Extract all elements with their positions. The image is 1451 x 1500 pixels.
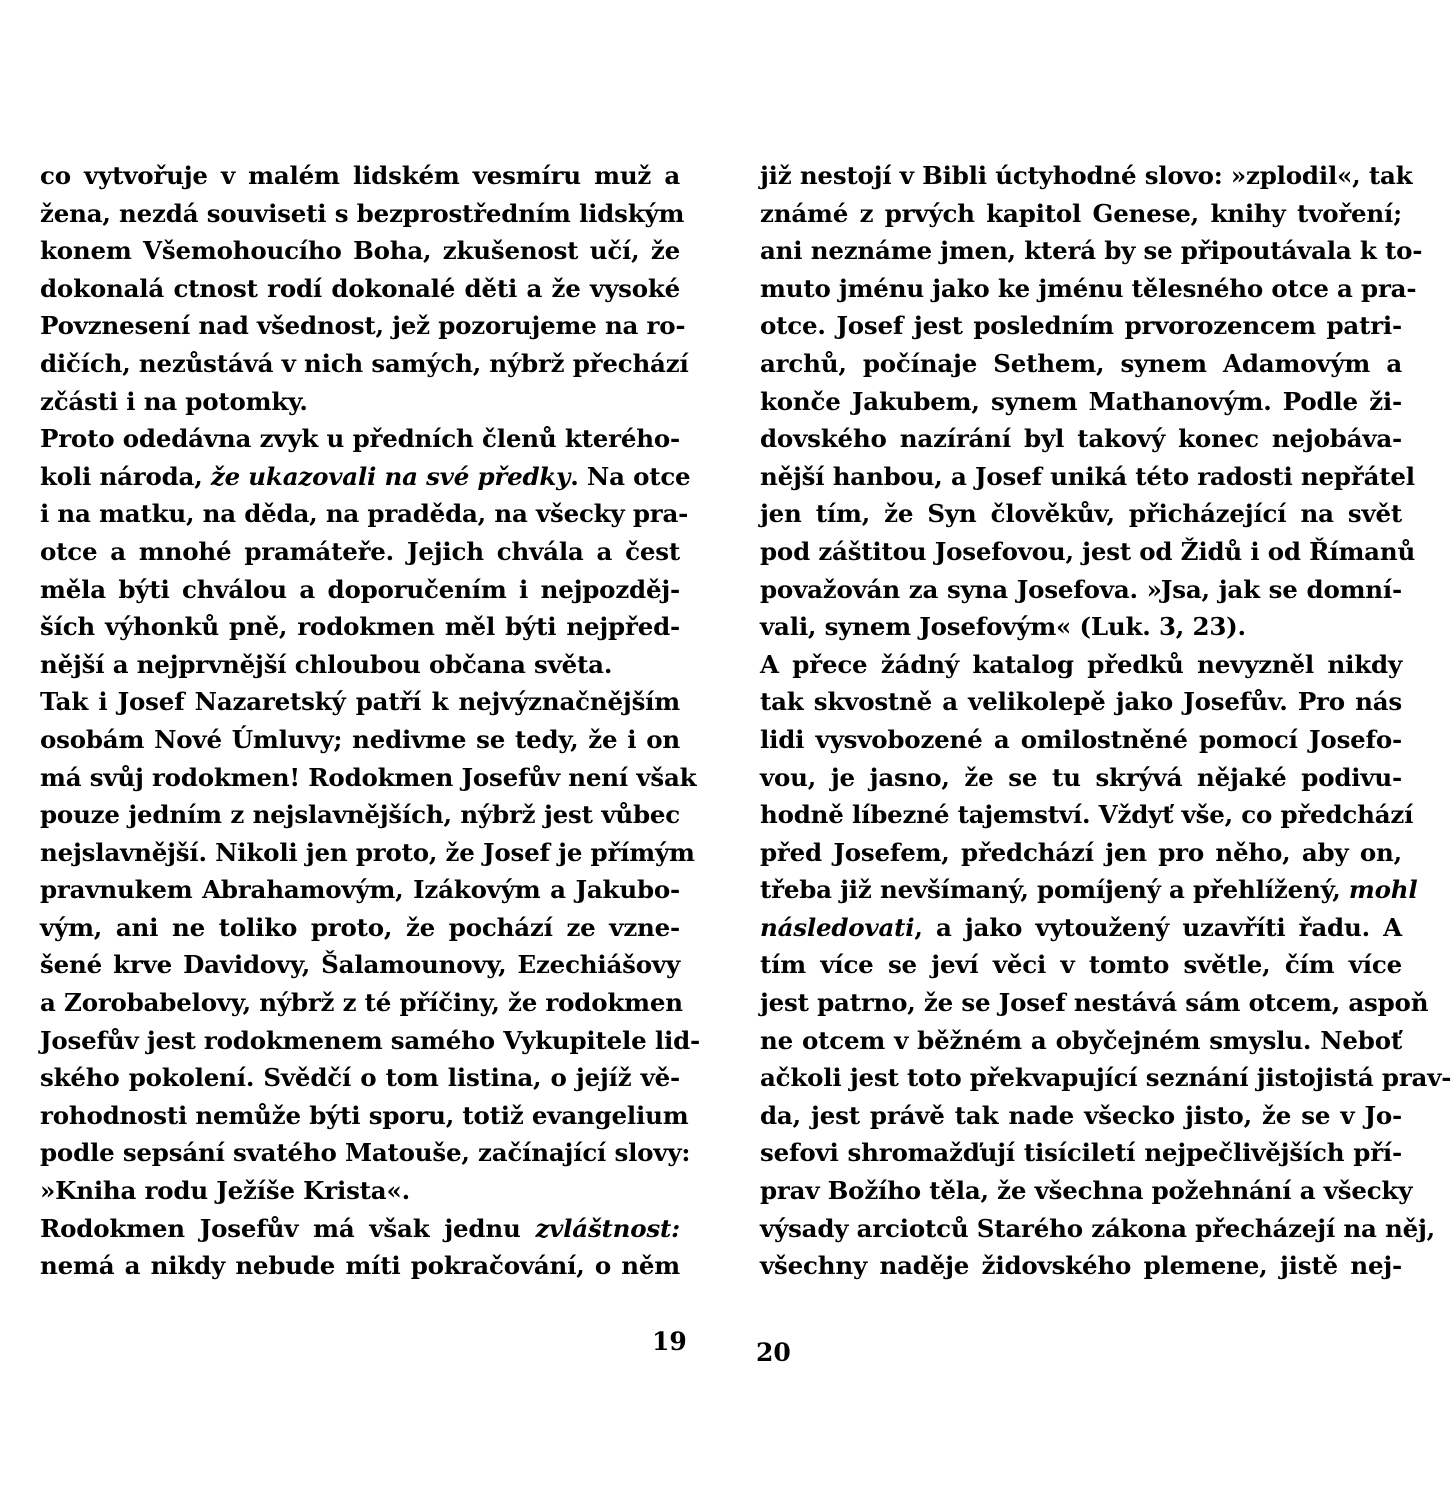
text-line: dičích, nezůstává v nich samých, nýbrž přechází <box>40 348 689 378</box>
line-text: koli národa, <box>40 461 211 491</box>
text-line: lidi vysvobozené a omilostněné pomocí Josefo- <box>760 724 1402 754</box>
text-line: otce a mnohé pramáteře. Jejich chvála a čest <box>40 536 680 566</box>
text-line: pouze jedním z nejslavnějších, nýbrž jest vůbec <box>40 800 680 830</box>
line-text: Rodokmen Josefův má však jednu <box>40 1213 536 1243</box>
text-line: měla býti chválou a doporučením i nejpozděj- <box>40 574 680 604</box>
left-page-text <box>40 157 700 1285</box>
italic-emphasis: mohl <box>1348 875 1418 905</box>
text-line <box>40 458 691 496</box>
text-line: již nestojí v Bibli úctyhodné slovo: »zplodil«, tak <box>760 161 1413 190</box>
text-line: dovského nazírání byl takový konec nejobáva- <box>760 424 1402 454</box>
text-line: i na matku, na děda, na praděda, na všecky pra- <box>40 499 689 529</box>
text-line: Tak i Josef Nazaretský patří k nejvýznačnějším <box>40 687 680 717</box>
text-line: ačkoli jest toto překvapující seznání jistojistá prav- <box>760 1063 1451 1093</box>
text-line: nejslavnější. Nikoli jen proto, že Josef je přímým <box>40 837 695 867</box>
text-line: da, jest právě tak nade všecko jisto, že se v Jo- <box>760 1100 1402 1130</box>
text-line: ne otcem v běžném a obyčejném smyslu. Neboť <box>760 1025 1402 1055</box>
line-text: , a jako vytoužený uzavříti řadu. A <box>914 912 1402 942</box>
text-line: muto jménu jako ke jménu tělesného otce a pra- <box>760 273 1417 303</box>
text-line: pod záštitou Josefovou, jest od Židů i od Římanů <box>760 536 1416 566</box>
text-line: otce. Josef jest posledním prvorozencem patri- <box>760 311 1402 341</box>
right-page-text <box>760 157 1451 1285</box>
text-line: sefovi shromažďují tisíciletí nejpečlivějších pří- <box>760 1138 1402 1168</box>
text-line: před Josefem, předchází jen pro něho, aby on, <box>760 837 1402 867</box>
text-line: nější a nejprvnější chloubou občana světa. <box>40 649 613 679</box>
text-line <box>40 1210 680 1248</box>
text-line: zčásti i na potomky. <box>40 386 308 416</box>
text-line: hodně líbezné tajemství. Vždyť vše, co předchází <box>760 800 1414 830</box>
text-line: šené krve Davidovy, Šalamounovy, Ezechiášovy <box>40 950 680 980</box>
text-line: všechny naděje židovského plemene, jistě nej- <box>760 1251 1402 1281</box>
text-line <box>760 871 1418 909</box>
text-line: co vytvořuje v malém lidském vesmíru muž a <box>40 161 680 190</box>
text-line: výsady arciotců Starého zákona přecházejí na něj, <box>760 1213 1435 1243</box>
text-line: konče Jakubem, synem Mathanovým. Podle ži- <box>760 386 1402 416</box>
italic-emphasis: zvláštnost: <box>535 1213 680 1243</box>
text-line: nemá a nikdy nebude míti pokračování, o něm <box>40 1251 680 1281</box>
text-line: Povznesení nad všednost, jež pozorujeme na ro- <box>40 311 686 341</box>
text-line: a Zorobabelovy, nýbrž z té příčiny, že rodokmen <box>40 988 683 1018</box>
text-line: žena, nezdá souviseti s bezprostředním lidským <box>40 198 685 228</box>
page-number: 19 <box>652 1327 687 1356</box>
right-page <box>720 0 1451 1500</box>
line-text: třeba již nevšímaný, pomíjený a přehlížený, <box>760 875 1349 905</box>
left-page <box>0 0 720 1500</box>
text-line: A přece žádný katalog předků nevyzněl nikdy <box>760 649 1402 679</box>
text-line: nější hanbou, a Josef uniká této radosti nepřátel <box>760 461 1415 491</box>
text-line: dokonalá ctnost rodí dokonalé děti a že vysoké <box>40 273 680 303</box>
text-line: archů, počínaje Sethem, synem Adamovým a <box>760 348 1402 378</box>
text-line: vali, synem Josefovým« (Luk. 3, 23). <box>760 612 1246 642</box>
italic-emphasis: následovati <box>760 912 915 942</box>
text-line: »Kniha rodu Ježíše Krista«. <box>40 1176 410 1206</box>
text-line <box>760 909 1402 947</box>
text-line: jest patrno, že se Josef nestává sám otcem, aspoň <box>760 988 1429 1018</box>
text-line: konem Všemohoucího Boha, zkušenost učí, že <box>40 236 680 266</box>
text-line: tak skvostně a velikolepě jako Josefův. Pro nás <box>760 687 1402 717</box>
text-line: tím více se jeví věci v tomto světle, čím více <box>760 950 1402 980</box>
text-line: má svůj rodokmen! Rodokmen Josefův není však <box>40 762 697 792</box>
line-text: . Na otce <box>570 461 691 491</box>
text-line: jen tím, že Syn člověkův, přicházející na svět <box>760 499 1402 529</box>
text-line: rohodnosti nemůže býti sporu, totiž evangelium <box>40 1100 689 1130</box>
italic-emphasis: že ukazovali na své předky <box>210 461 571 491</box>
text-line: známé z prvých kapitol Genese, knihy tvoření; <box>760 198 1402 228</box>
page-number: 20 <box>756 1338 791 1367</box>
text-line: Proto odedávna zvyk u předních členů kteréhο- <box>40 424 680 454</box>
text-line: pravnukem Abrahamovým, Izákovým a Jakubo- <box>40 875 680 905</box>
text-line: ského pokolení. Svědčí o tom listina, o jejíž vě- <box>40 1063 680 1093</box>
text-line: prav Božího těla, že všechna požehnání a všecky <box>760 1176 1413 1206</box>
text-line: podle sepsání svatého Matouše, začínající slovy: <box>40 1138 691 1168</box>
text-line: ších výhonků pně, rodokmen měl býti nejpřed- <box>40 612 680 642</box>
text-line: ani neznáme jmen, která by se připoutávala k to- <box>760 236 1423 266</box>
text-line: osobám Nové Úmluvy; nedivme se tedy, že i on <box>40 724 680 754</box>
text-line: vým, ani ne toliko proto, že pochází ze vzne- <box>40 912 680 942</box>
text-line: Josefův jest rodokmenem samého Vykupitele lid- <box>40 1025 700 1055</box>
text-line: vou, je jasno, že se tu skrývá nějaké podivu- <box>760 762 1402 792</box>
text-line: považován za syna Josefova. »Jsa, jak se domní- <box>760 574 1402 604</box>
